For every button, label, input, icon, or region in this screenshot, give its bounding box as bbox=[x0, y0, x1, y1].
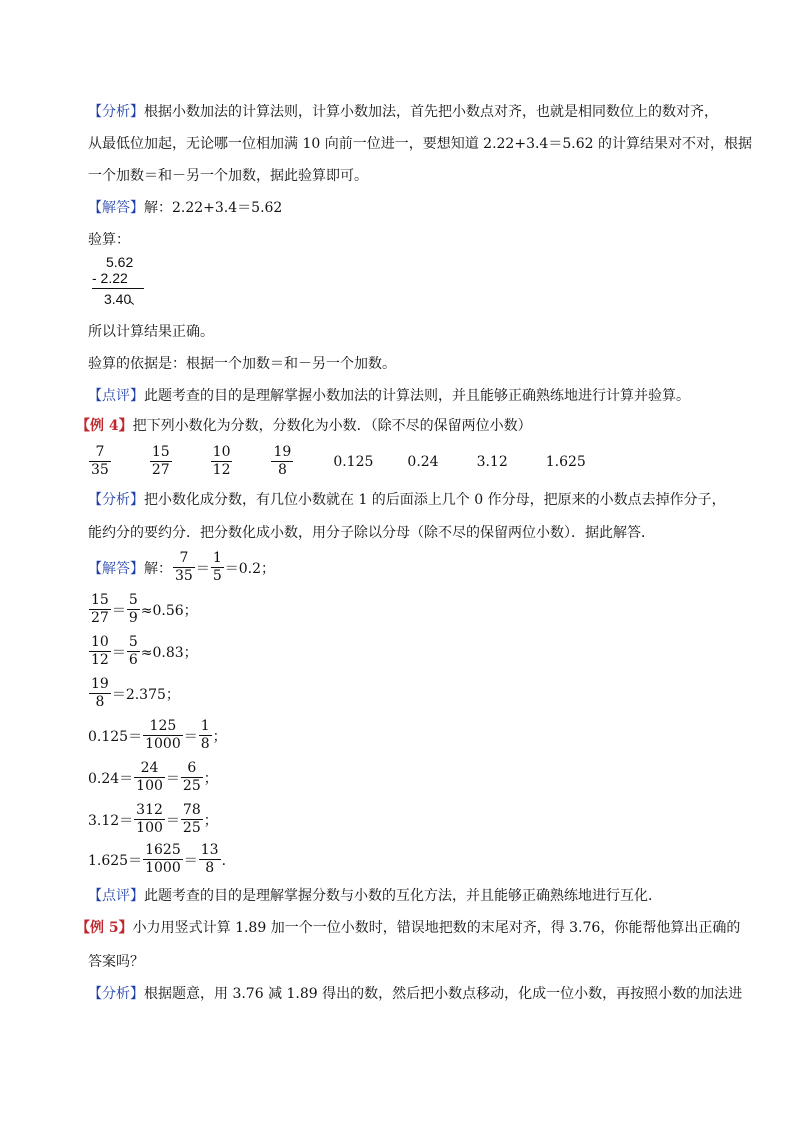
solution-step-4: $\frac{19}{8}$ ＝2.375； bbox=[91, 676, 180, 710]
analysis-text: 根据小数加法的计算法则，计算小数加法，首先把小数点对齐，也就是相同数位上的数对齐， bbox=[144, 104, 718, 120]
basis-text: 验算的依据是：根据一个加数＝和－另一个加数。 bbox=[88, 356, 396, 372]
check-label: 验算： bbox=[88, 232, 130, 248]
analysis-line-1 bbox=[88, 102, 718, 122]
analysis-tag: 【分析】 bbox=[88, 104, 144, 120]
item-fraction: $\frac{19}{8}$ bbox=[273, 444, 292, 478]
item-decimal: 3.12 bbox=[476, 453, 508, 470]
example-4-items bbox=[88, 444, 586, 479]
vertical-minuend: 5.62 bbox=[106, 254, 134, 270]
analysis-tag: 【分析】 bbox=[88, 986, 144, 1002]
item-fraction: $\frac{7}{35}$ bbox=[91, 444, 109, 478]
solution-step-5: 0.125＝ $\frac{125}{1000}$ ＝ $\frac{1}{8}$ ； bbox=[88, 718, 227, 752]
solution-step-2: $\frac{15}{27}$ ＝ $\frac{5}{9}$ ≈0.56； bbox=[91, 592, 198, 626]
answer-tag: 【解答】 bbox=[88, 200, 144, 216]
item-fraction: $\frac{10}{12}$ bbox=[212, 444, 231, 478]
example-4-text: 把下列小数化为分数，分数化为小数．（除不尽的保留两位小数） bbox=[132, 418, 532, 434]
solution-step-1: 【解答】 解： $\frac{7}{35}$ ＝ $\frac{1}{5}$ ＝0.2； bbox=[88, 550, 276, 584]
solution-step-3: $\frac{10}{12}$ ＝ $\frac{5}{6}$ ≈0.83； bbox=[91, 634, 198, 668]
example-5-question-2: 答案吗？ bbox=[88, 954, 144, 970]
analysis-line-3: 一个加数＝和－另一个加数，据此验算即可。 bbox=[88, 168, 368, 184]
item-decimal: 1.625 bbox=[545, 453, 586, 470]
solution-step-6: 0.24＝ $\frac{24}{100}$ ＝ $\frac{6}{25}$ ； bbox=[88, 760, 218, 794]
item-decimal: 0.125 bbox=[333, 453, 374, 470]
comment-tag: 【点评】 bbox=[88, 888, 144, 904]
example-5-analysis: 【分析】根据题意，用 3.76 减 1.89 得出的数，然后把小数点移动，化成一位小数，再按照小数的加法进 bbox=[88, 986, 743, 1002]
comment-tag: 【点评】 bbox=[88, 388, 144, 404]
item-decimal: 0.24 bbox=[407, 453, 439, 470]
example-4-question bbox=[76, 416, 532, 436]
example-4-analysis-2: 能约分的要约分．把分数化成小数，用分子除以分母（除不尽的保留两位小数）．据此解答． bbox=[88, 525, 655, 541]
vertical-bar bbox=[92, 288, 144, 289]
solution-step-8: 1.625＝ $\frac{1625}{1000}$ ＝ $\frac{13}{8}$ ． bbox=[88, 842, 236, 876]
item-fraction: $\frac{15}{27}$ bbox=[151, 444, 170, 478]
conclusion-text: 所以计算结果正确。 bbox=[88, 324, 214, 340]
analysis-tag: 【分析】 bbox=[88, 492, 144, 508]
example-4-comment: 【点评】此题考查的目的是理解掌握分数与小数的互化方法，并且能够正确熟练地进行互化． bbox=[88, 888, 662, 904]
analysis-line-2: 从最低位加起，无论哪一位相加满 10 向前一位进一，要想知道 2.22+3.4＝5.62 的计算结果对不对，根据 bbox=[88, 136, 752, 152]
vertical-subtrahend: - 2.22 bbox=[92, 270, 128, 286]
example-4-analysis-1: 【分析】把小数化成分数，有几位小数就在 1 的后面添上几个 0 作分母，把原来的小数点去掉作分子， bbox=[88, 492, 726, 508]
example-5-question-1: 【例 5】小力用竖式计算 1.89 加一个一位小数时，错误地把数的末尾对齐，得 3.76，你能帮他算出正确的 bbox=[76, 920, 741, 936]
answer-line bbox=[88, 198, 282, 218]
example-4-label: 【例 4】 bbox=[76, 418, 133, 434]
comment-line bbox=[88, 386, 690, 406]
answer-text: 解：2.22+3.4＝5.62 bbox=[144, 200, 283, 216]
example-5-label: 【例 5】 bbox=[76, 920, 133, 936]
vertical-difference: 3.40 bbox=[90, 291, 144, 307]
comment-text: 此题考查的目的是理解掌握小数加法的计算法则，并且能够正确熟练地进行计算并验算。 bbox=[144, 388, 690, 404]
answer-tag: 【解答】 bbox=[88, 560, 144, 577]
solution-step-7: 3.12＝ $\frac{312}{100}$ ＝ $\frac{78}{25}$ ； bbox=[88, 802, 218, 836]
vertical-subtraction bbox=[90, 254, 144, 307]
